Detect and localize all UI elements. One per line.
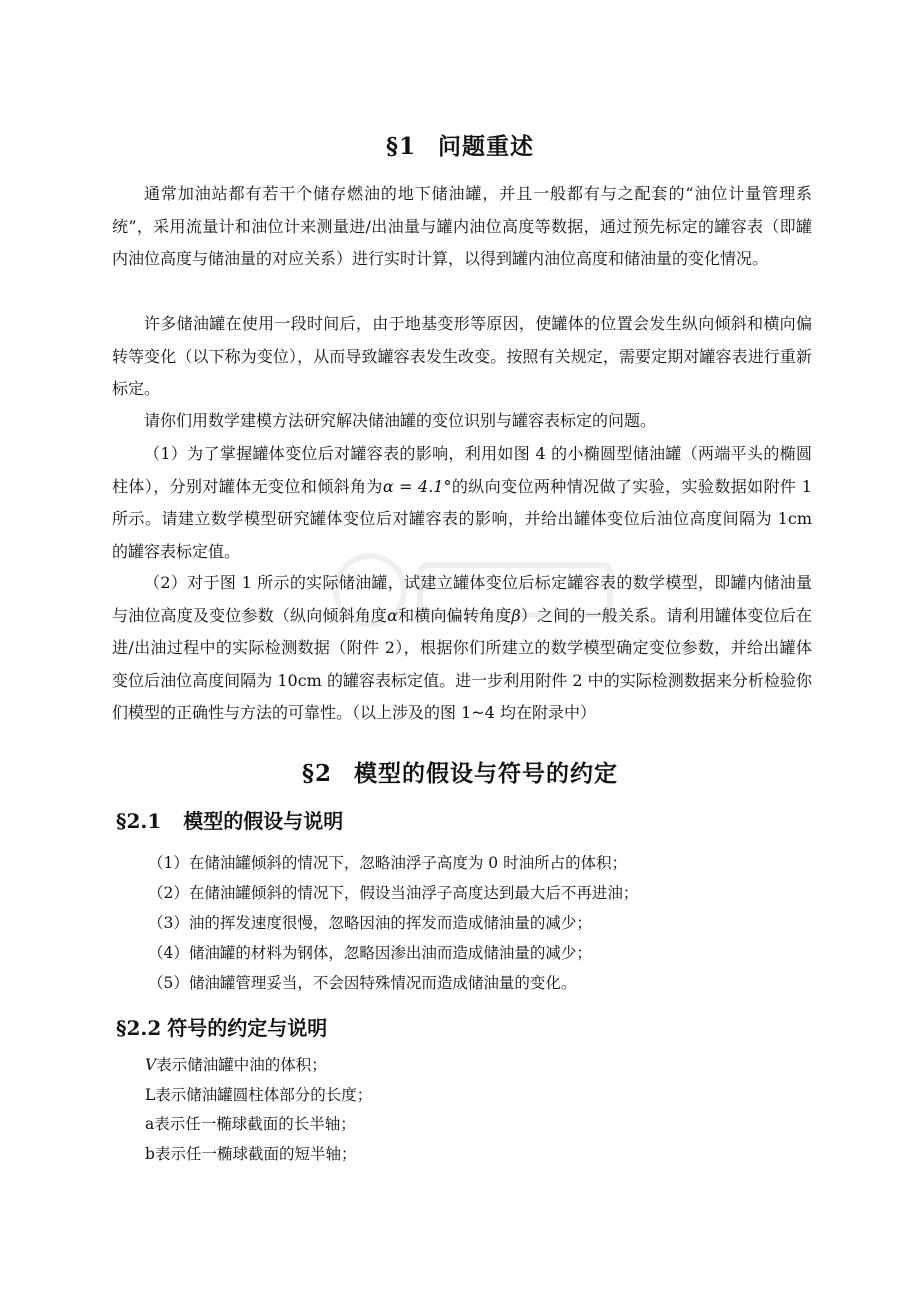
symbol-item [145, 1081, 785, 1111]
assumption-item: （1）在储油罐倾斜的情况下，忽略油浮子高度为 0 时油所占的体积； [148, 854, 628, 872]
section-2-2-number: §2.2 [116, 1016, 162, 1040]
task-2-paragraph [112, 567, 812, 730]
section-2-1-heading [116, 805, 343, 834]
task-1-text-after: 的纵向变位两种情况做了实验，实验数据如附件 1 所示。请建立数学模型研究罐体变位后对罐容表的影响，并给出罐体变位后油位高度间隔为 1cm 的罐容表标定值。 [112, 476, 812, 561]
symbol-name: V [145, 1056, 157, 1074]
task-1-paragraph [112, 438, 812, 568]
section-2-1-title: 模型的假设与说明 [183, 809, 344, 833]
section-2-title: 模型的假设与符号的约定 [354, 760, 619, 787]
symbol-description: 表示任一椭球截面的长半轴； [154, 1115, 356, 1133]
section-2-heading [110, 755, 810, 788]
paragraph-3: 请你们用数学建模方法研究解决储油罐的变位识别与罐容表标定的问题。 [144, 411, 657, 430]
section-2-2-title: 符号的约定与说明 [167, 1016, 328, 1040]
symbol-list [145, 1051, 785, 1169]
symbol-name: a [145, 1115, 155, 1133]
assumption-item: （5）储油罐管理妥当，不会因特殊情况而造成储油量的变化。 [148, 974, 577, 992]
assumption-list [148, 848, 788, 998]
symbol-description: 表示储油罐中油的体积； [156, 1056, 327, 1074]
beta-symbol: β [511, 605, 521, 625]
section-2-1-number: §2.1 [116, 809, 162, 833]
assumption-item: （3）油的挥发速度很慢，忽略因油的挥发而造成储油量的减少； [148, 914, 592, 932]
task-2-text-before: （2）对于图 1 所示的实际储油罐，试建立罐体变位后标定罐容表的数学模型，即罐内储油量与油位高度及变位参数（纵向倾斜角度 [112, 573, 812, 625]
symbol-item [145, 1051, 785, 1081]
section-2-number: §2 [301, 760, 333, 787]
symbol-description: 表示储油罐圆柱体部分的长度； [155, 1085, 373, 1104]
task-1-text-before: （1）为了掌握罐体变位后对罐容表的影响，利用如图 4 的小椭圆型储油罐（两端平头的椭圆柱体），分别对罐体无变位和倾斜角为 [112, 444, 812, 496]
symbol-name: b [145, 1144, 155, 1163]
assumption-item: （4）储油罐的材料为钢体，忽略因渗出油而造成储油量的减少； [148, 944, 592, 962]
alpha-equation: α = 4.1° [382, 476, 452, 496]
symbol-name: L [145, 1085, 156, 1104]
section-2-2-heading [116, 1012, 327, 1041]
task-2-text-middle: 和横向偏转角度 [397, 605, 512, 625]
symbol-item [145, 1110, 785, 1140]
section-1-heading [110, 128, 810, 161]
symbol-item [145, 1140, 785, 1170]
paragraph-2: 许多储油罐在使用一段时间后，由于地基变形等原因，使罐体的位置会发生纵向倾斜和横向偏转等变化（以下称为变位），从而导致罐容表发生改变。按照有关规定，需要定期对罐容表进行重新标定。 [112, 314, 812, 398]
section-1-number: §1 [385, 133, 417, 160]
task-2-text-after: ）之间的一般关系。请利用罐体变位后在进/出油过程中的实际检测数据（附件 2），根据你们所建立的数学模型确定变位参数，并给出罐体变位后油位高度间隔为 10cm 的罐容表标定值。进一步利用附件 2 中的实际检测数据来分析检验你们模型的正确性与方法的可靠性。（以上涉及的图 1~4 均在附录中） [112, 605, 812, 722]
symbol-description: 表示任一椭球截面的短半轴； [154, 1144, 357, 1163]
section-1-title: 问题重述 [438, 133, 535, 160]
alpha-symbol: α [387, 605, 398, 625]
assumption-item: （2）在储油罐倾斜的情况下，假设当油浮子高度达到最大后不再进油； [148, 884, 639, 902]
paragraph-1: 通常加油站都有若干个储存燃油的地下储油罐，并且一般都有与之配套的“油位计量管理系统”，采用流量计和油位计来测量进/出油量与罐内油位高度等数据，通过预先标定的罐容表（即罐内油位高度与储油量的对应关系）进行实时计算，以得到罐内油位高度和储油量的变化情况。 [112, 184, 812, 268]
